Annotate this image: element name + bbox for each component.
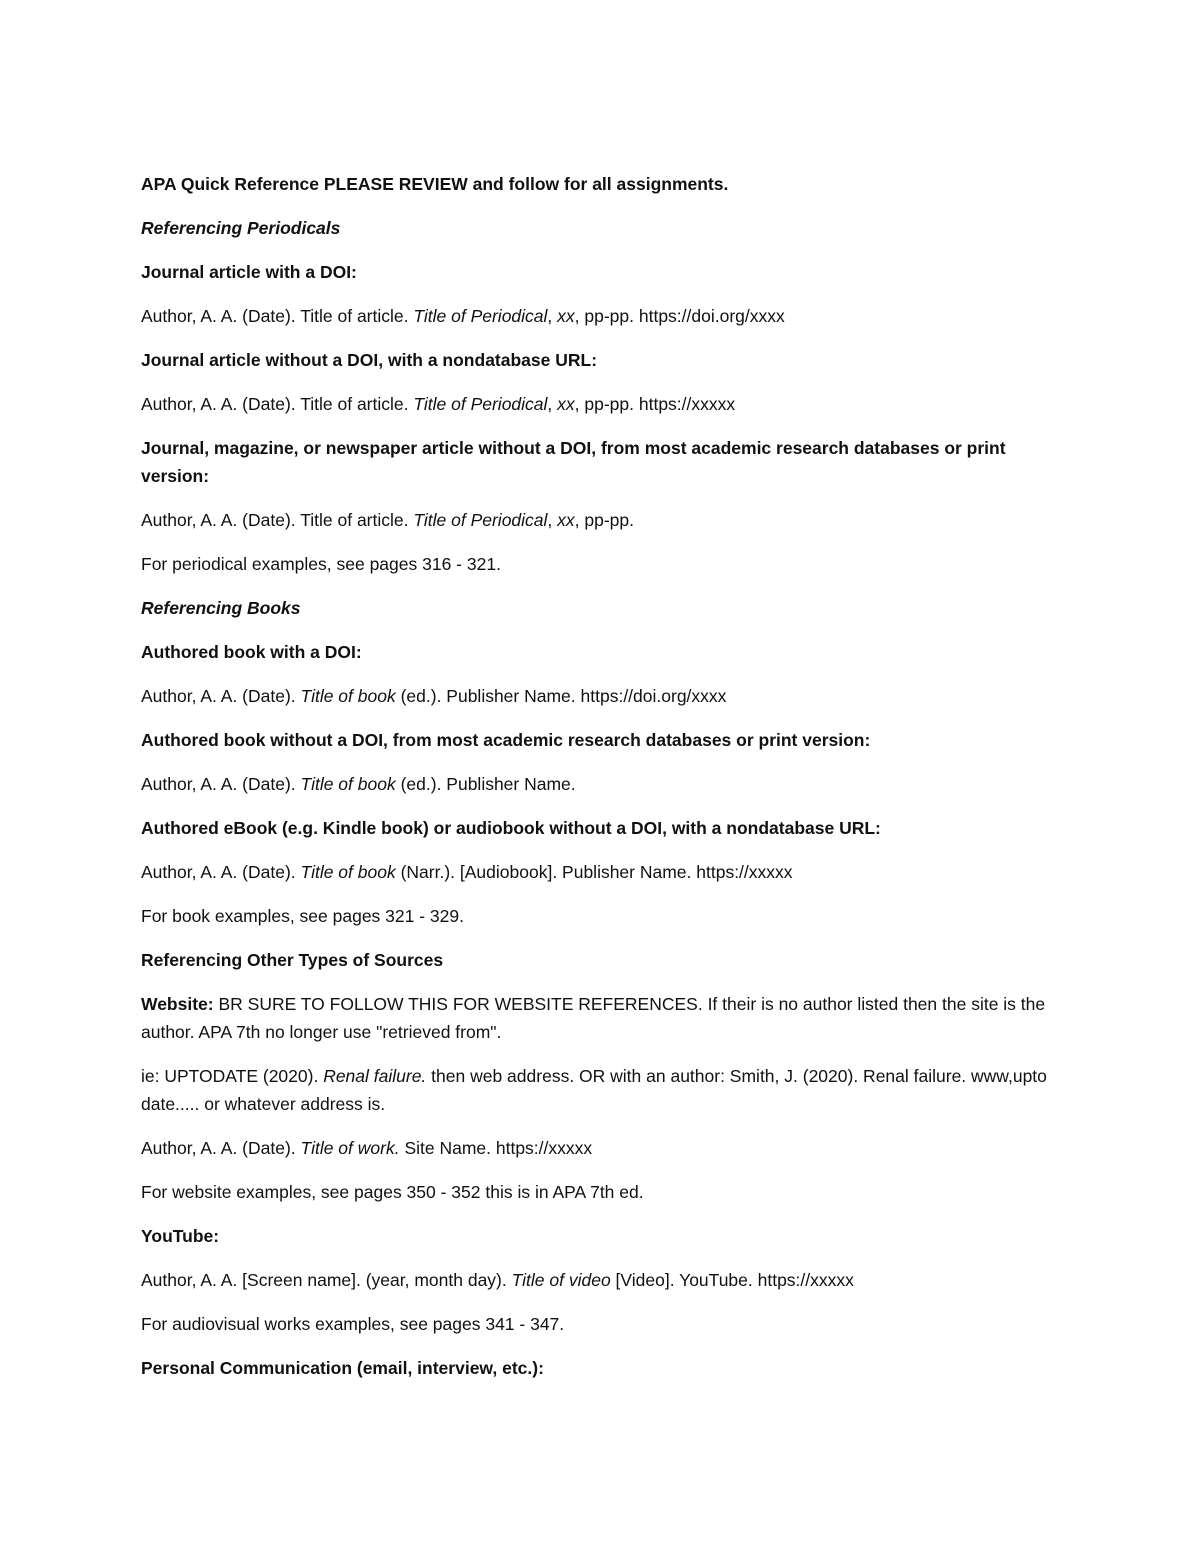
book-doi-example: Author, A. A. (Date). Title of book (ed.). Publisher Name. https://doi.org/xxxx xyxy=(141,686,727,706)
document-title: APA Quick Reference PLEASE REVIEW and follow for all assignments. xyxy=(141,174,729,194)
book-print-example: Author, A. A. (Date). Title of book (ed.). Publisher Name. xyxy=(141,774,576,794)
website-example: Author, A. A. (Date). Title of work. Site Name. https://xxxxx xyxy=(141,1138,593,1158)
youtube-example: Author, A. A. [Screen name]. (year, month day). Title of video [Video]. YouTube. https://xxxxx xyxy=(141,1270,854,1290)
periodical-doi-example: Author, A. A. (Date). Title of article. Title of Periodical, xx, pp-pp. https://doi.org/xxxx xyxy=(141,306,785,326)
periodical-doi-label: Journal article with a DOI: xyxy=(141,262,357,282)
book-print-label: Authored book without a DOI, from most academic research databases or print version: xyxy=(141,730,871,750)
periodical-url-example: Author, A. A. (Date). Title of article. Title of Periodical, xx, pp-pp. https://xxxxx xyxy=(141,394,736,414)
youtube-note: For audiovisual works examples, see pages 341 - 347. xyxy=(141,1314,565,1334)
youtube-label: YouTube: xyxy=(141,1226,220,1246)
personal-communication-label: Personal Communication (email, interview, etc.): xyxy=(141,1358,544,1378)
website-ie-paragraph: ie: UPTODATE (2020). Renal failure. then web address. OR with an author: Smith, J. (2020). Renal failure. www,upto date..... or whatever address is. xyxy=(141,1066,1047,1114)
website-note: For website examples, see pages 350 - 352 this is in APA 7th ed. xyxy=(141,1182,644,1202)
periodical-print-label: Journal, magazine, or newspaper article without a DOI, from most academic research databases or print version: xyxy=(141,438,1006,486)
periodicals-heading: Referencing Periodicals xyxy=(141,218,341,238)
book-note: For book examples, see pages 321 - 329. xyxy=(141,906,464,926)
periodical-note: For periodical examples, see pages 316 - 321. xyxy=(141,554,501,574)
periodical-print-example: Author, A. A. (Date). Title of article. Title of Periodical, xx, pp-pp. xyxy=(141,510,635,530)
book-doi-label: Authored book with a DOI: xyxy=(141,642,362,662)
other-heading: Referencing Other Types of Sources xyxy=(141,950,444,970)
website-paragraph: Website: BR SURE TO FOLLOW THIS FOR WEBSITE REFERENCES. If their is no author listed then the site is the author. APA 7th no longer use "retrieved from". xyxy=(141,994,1046,1042)
periodical-url-label: Journal article without a DOI, with a nondatabase URL: xyxy=(141,350,598,370)
ebook-example: Author, A. A. (Date). Title of book (Narr.). [Audiobook]. Publisher Name. https://xxxxx xyxy=(141,862,793,882)
books-heading: Referencing Books xyxy=(141,598,301,618)
website-label: Website: xyxy=(141,994,214,1014)
ebook-label: Authored eBook (e.g. Kindle book) or audiobook without a DOI, with a nondatabase URL: xyxy=(141,818,881,838)
